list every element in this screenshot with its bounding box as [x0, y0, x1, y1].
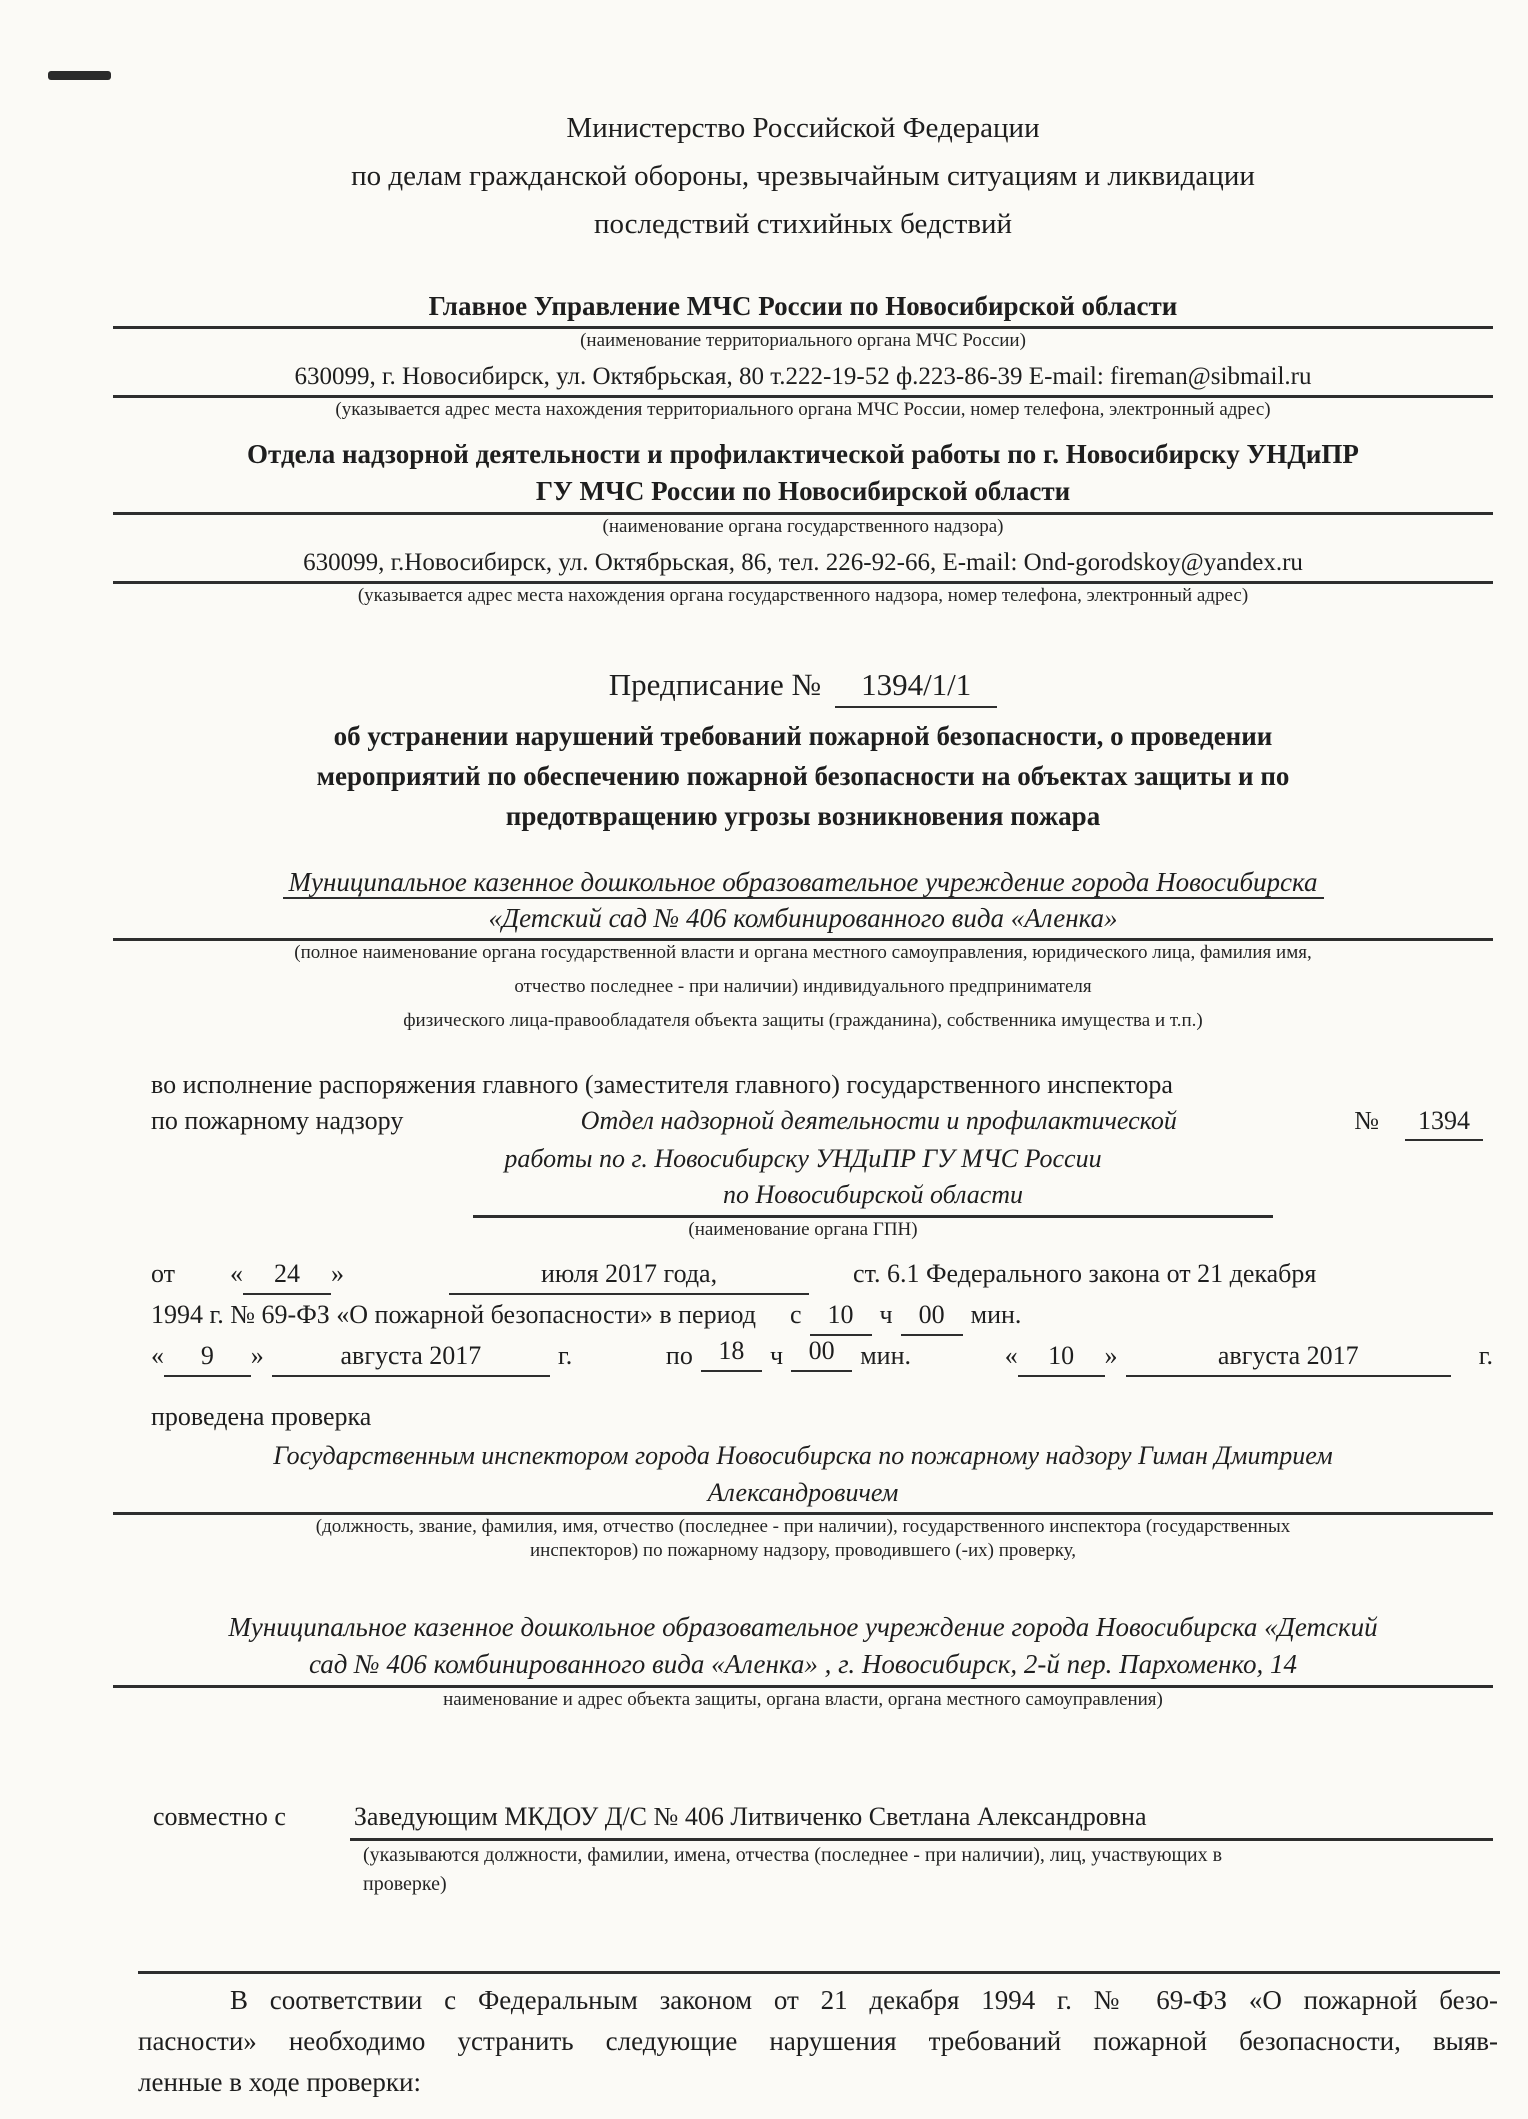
- ministry-header: [113, 0, 1493, 248]
- subject-org-caption-1: (полное наименование органа государственной власти и органа местного самоуправления, юридического лица, фамилия имя,: [294, 942, 1312, 963]
- period-from-label: от: [151, 1259, 176, 1288]
- supervision-org-name-line-1: Отдела надзорной деятельности и профилактической работы по г. Новосибирску УНДиПР: [247, 439, 1359, 469]
- ministry-header-line-2: по делам гражданской обороны, чрезвычайным ситуациям и ликвидации: [351, 160, 1255, 192]
- subject-org-line-1: [113, 864, 1493, 900]
- period-hour-2: 18: [701, 1331, 762, 1372]
- prescription-subtitle-line-2: мероприятий по обеспечению пожарной безопасности на объектах защиты и по: [316, 761, 1290, 791]
- period-hour-1: 10: [810, 1295, 872, 1336]
- subject-org-caption-3: физического лица-правообладателя объекта защиты (гражданина), собственника имущества и т.п.): [403, 1010, 1203, 1031]
- supervision-org-name-line-2: ГУ МЧС России по Новосибирской области: [535, 476, 1071, 506]
- order-number-label: №: [1354, 1106, 1379, 1135]
- closing-paragraph-line-1: В соответствии с Федеральным законом от 21 декабря 1994 г. № 69-ФЗ «О пожарной безо-: [230, 1985, 1498, 2015]
- inspector-line-2: Александровичем: [113, 1474, 1493, 1515]
- order-org-caption: (наименование органа ГПН): [688, 1219, 918, 1240]
- object-caption: наименование и адрес объекта защиты, органа власти, органа местного самоуправления): [443, 1689, 1163, 1710]
- territorial-org-address: 630099, г. Новосибирск, ул. Октябрьская, 80 т.222-19-52 ф.223-86-39 E-mail: fireman@sibmail.ru: [113, 361, 1493, 398]
- period-minute-label-1: мин.: [970, 1300, 1022, 1329]
- object-line-2: сад № 406 комбинированного вида «Аленка» , г. Новосибирск, 2-й пер. Пархоменко, 14: [113, 1646, 1493, 1688]
- period-minute-1: 00: [901, 1295, 963, 1336]
- period-section: [151, 1254, 1493, 1377]
- supervision-org-address-caption: (указывается адрес места нахождения органа государственного надзора, номер телефона, электронный адрес): [357, 585, 1249, 606]
- quote-open-3: «: [1004, 1341, 1018, 1370]
- order-org-line-1: Отдел надзорной деятельности и профилактической: [580, 1106, 1177, 1135]
- period-from-time-label: с: [790, 1300, 802, 1329]
- order-row: [151, 1103, 1493, 1141]
- closing-paragraph-line-3: ленные в ходе проверки:: [138, 2067, 421, 2097]
- supervision-org-name: [113, 436, 1493, 515]
- supervision-org-address: 630099, г.Новосибирск, ул. Октябрьская, 86, тел. 226-92-66, E-mail: Ond-gorodskoy@yandex.ru: [113, 547, 1493, 584]
- period-row-1: [151, 1254, 1493, 1295]
- joint-value: Заведующим МКДОУ Д/С № 406 Литвиченко Светлана Александровна: [350, 1798, 1493, 1841]
- joint-caption-line-1: (указываются должности, фамилии, имена, отчества (последнее - при наличии), лиц, участвующих в: [363, 1844, 1223, 1866]
- prescription-number: 1394/1/1: [835, 664, 997, 708]
- document-content: [113, 0, 1498, 2103]
- closing-paragraph-line-2: пасности» необходимо устранить следующие нарушения требований пожарной безопасности, выяв-: [138, 2026, 1498, 2056]
- inspector-line-1: Государственным инспектором города Новосибирска по пожарному надзору Гиман Дмитрием: [273, 1441, 1333, 1470]
- period-month-3: августа 2017: [1126, 1336, 1452, 1377]
- closing-paragraph: [138, 1980, 1498, 2103]
- period-hour-label-2: ч: [769, 1341, 784, 1370]
- order-org-line-3: по Новосибирской области: [473, 1177, 1273, 1218]
- quote-close: »: [331, 1259, 345, 1288]
- quote-close-3: »: [1104, 1341, 1118, 1370]
- territorial-org-name: Главное Управление МЧС России по Новосибирской области: [113, 288, 1493, 329]
- joint-caption-line-2: проверке): [363, 1873, 447, 1895]
- period-month-1: июля 2017 года,: [449, 1254, 809, 1295]
- joint-label: совместно с: [153, 1802, 286, 1831]
- object-line-1: Муниципальное казенное дошкольное образовательное учреждение города Новосибирска «Детский: [228, 1612, 1378, 1642]
- period-year-label-1: г.: [557, 1341, 573, 1370]
- inspector-caption-2: инспекторов) по пожарному надзору, проводившего (-их) проверку,: [529, 1540, 1077, 1561]
- order-number: 1394: [1405, 1103, 1483, 1141]
- prescription-title-label: Предписание №: [608, 667, 822, 702]
- quote-close-2: »: [250, 1341, 264, 1370]
- period-law-ref-1: ст. 6.1 Федерального закона от 21 декабря: [853, 1259, 1317, 1288]
- territorial-org-address-caption: (указывается адрес места нахождения территориального органа МЧС России, номер телефона, электронный адрес): [335, 399, 1271, 420]
- period-law-ref-2: 1994 г. № 69-ФЗ «О пожарной безопасности» в период: [151, 1300, 756, 1329]
- prescription-subtitle: [113, 716, 1493, 836]
- quote-open: «: [230, 1259, 244, 1288]
- period-row-3: [151, 1336, 1493, 1377]
- territorial-org-caption: (наименование территориального органа МЧС России): [580, 330, 1026, 351]
- ministry-header-line-1: Министерство Российской Федерации: [566, 112, 1040, 144]
- order-intro: во исполнение распоряжения главного (заместителя главного) государственного инспектора: [151, 1070, 1173, 1099]
- period-year-label-2: г.: [1478, 1341, 1493, 1370]
- period-day-2: 9: [164, 1336, 251, 1377]
- scan-corner-mark: [48, 71, 111, 80]
- supervision-org-caption: (наименование органа государственного надзора): [602, 516, 1004, 537]
- prescription-subtitle-line-1: об устранении нарушений требований пожарной безопасности, о проведении: [333, 721, 1273, 751]
- period-minute-2: 00: [791, 1331, 852, 1372]
- prescription-subtitle-line-3: предотвращению угрозы возникновения пожара: [505, 801, 1101, 831]
- period-month-2: августа 2017: [272, 1336, 550, 1377]
- inspection-performed-label: проведена проверка: [151, 1402, 372, 1431]
- period-minute-label-2: мин.: [860, 1341, 911, 1370]
- subject-org-caption-2: отчество последнее - при наличии) индивидуального предпринимателя: [514, 976, 1092, 997]
- order-org-line-2: работы по г. Новосибирску УНДиПР ГУ МЧС России: [504, 1144, 1102, 1173]
- period-hour-label-1: ч: [879, 1300, 893, 1329]
- inspector-caption-1: (должность, звание, фамилия, имя, отчество (последнее - при наличии), государственного инспектора (государственных: [315, 1516, 1291, 1537]
- period-row-2: [151, 1295, 1493, 1336]
- prescription-title: [113, 664, 1493, 708]
- period-day-3: 10: [1018, 1336, 1105, 1377]
- period-to-label: по: [665, 1341, 693, 1370]
- joint-row: [113, 1798, 1493, 1841]
- section-divider-rule: [138, 1971, 1500, 1974]
- order-label: по пожарному надзору: [151, 1106, 404, 1135]
- subject-org-line-2: «Детский сад № 406 комбинированного вида «Аленка»: [113, 900, 1493, 941]
- quote-open-2: «: [151, 1341, 164, 1370]
- period-day-1: 24: [243, 1254, 331, 1295]
- subject-org-line-1-text: Муниципальное казенное дошкольное образовательное учреждение города Новосибирска: [283, 867, 1324, 899]
- joint-caption: [363, 1841, 1493, 1899]
- ministry-header-line-3: последствий стихийных бедствий: [593, 208, 1013, 240]
